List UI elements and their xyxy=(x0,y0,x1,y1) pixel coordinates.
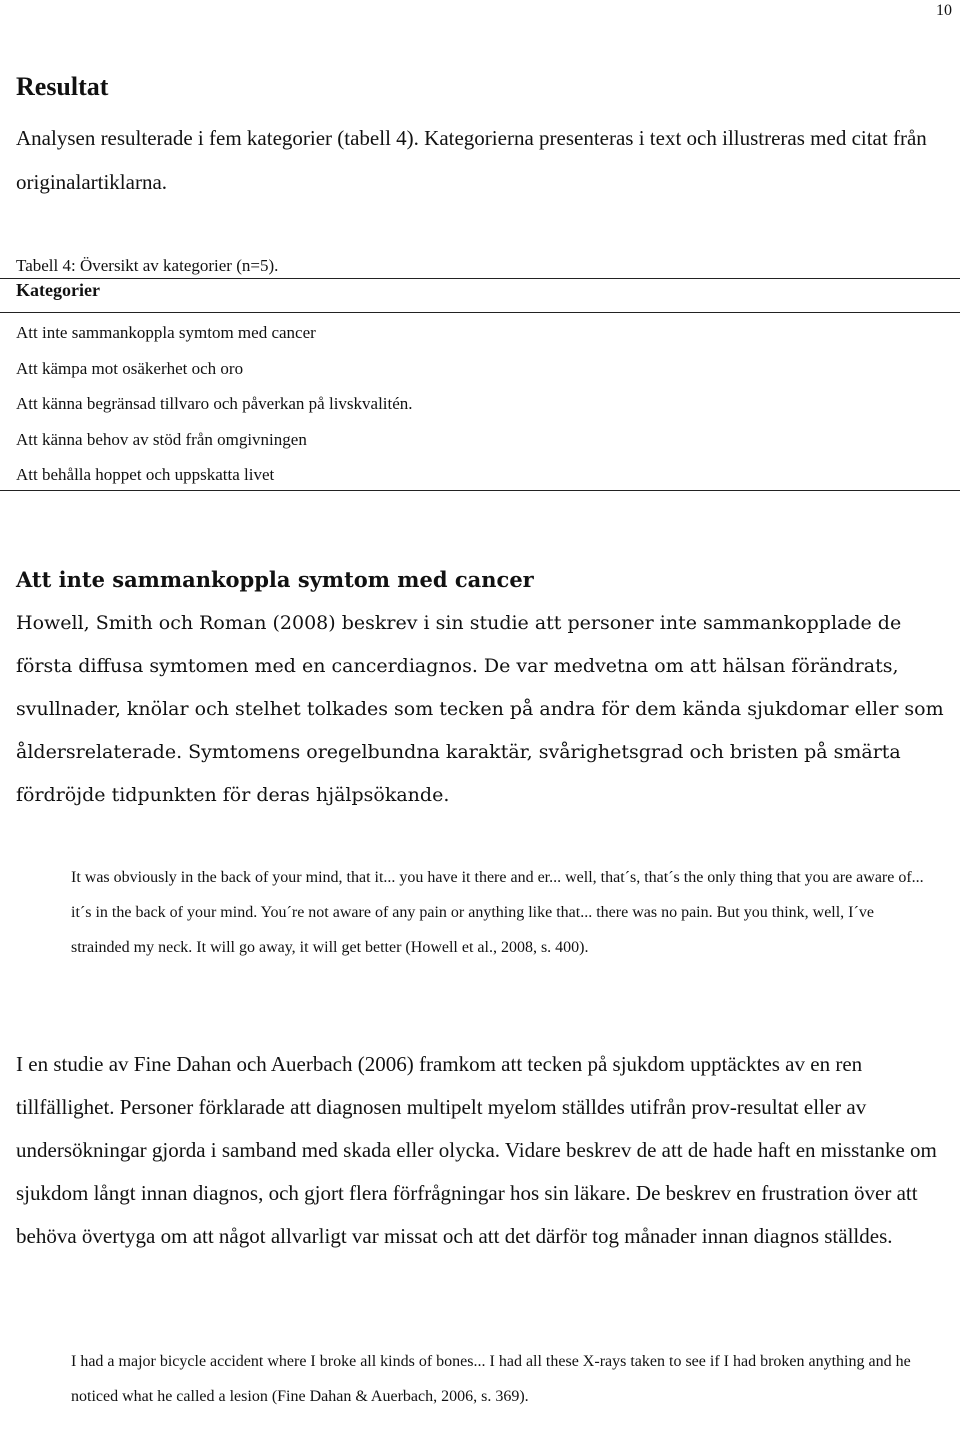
table-header-rule xyxy=(0,312,960,313)
table-caption: Tabell 4: Översikt av kategorier (n=5). xyxy=(16,256,279,275)
table-bottom-rule xyxy=(0,490,960,491)
table-row: Att inte sammankoppla symtom med cancer xyxy=(16,323,316,342)
intro-paragraph: Analysen resulterade i fem kategorier (tabell 4). Kategorierna presenteras i text och illustreras med citat från originalartiklarna. xyxy=(16,126,927,194)
table-row: Att kämpa mot osäkerhet och oro xyxy=(16,358,244,378)
category-table-body xyxy=(16,315,413,493)
table-row: Att känna behov av stöd från omgivningen xyxy=(16,429,307,449)
block-quote: I had a major bicycle accident where I broke all kinds of bones... I had all these X-rays taken to see if I had broken anything and he noticed what he called a lesion (Fine Dahan & Auerbach, 2006, s. 369). xyxy=(71,1353,911,1405)
table-row: Att känna begränsad tillvaro och påverkan på livskvalitén. xyxy=(16,394,413,413)
section-heading: Resultat xyxy=(16,72,109,101)
subsection-title: Att inte sammankoppla symtom med cancer xyxy=(16,567,534,592)
page-number: 10 xyxy=(936,2,952,19)
table-header: Kategorier xyxy=(16,280,100,300)
body-paragraph: Howell, Smith och Roman (2008) beskrev i sin studie att personer inte sammankopplade de första diffusa symtomen med en cancerdiagnos. De var medvetna om att hälsan förändrats, svullnader, knölar och stelhet tolkades som tecken på andra för dem kända sjukdomar eller som åldersrelaterade. Symtomens oregelbundna karaktär, svårighetsgrad och bristen på smärta fördröjde tidpunkten för deras hjälpsökande. xyxy=(16,612,944,806)
table-top-rule xyxy=(0,278,960,279)
body-paragraph: I en studie av Fine Dahan och Auerbach (2006) framkom att tecken på sjukdom upptäcktes av en ren tillfällighet. Personer förklarade att diagnosen multipelt myelom ställdes utifrån prov-resultat eller av undersökningar gjorda i samband med skada eller olycka. Vidare beskrev de att de hade haft en misstanke om sjukdom långt innan diagnos, och gjort flera förfrågningar hos sin läkare. De beskrev en frustration över att behöva övertyga om att något allvarligt var missat och att det därför tog månader innan diagnos ställdes. xyxy=(16,1052,937,1248)
block-quote: It was obviously in the back of your mind, that it... you have it there and er... well, that´s, that´s the only thing that you are aware of... it´s in the back of your mind. You´re not aware of any pain or anything like that... there was no pain. But you think, well, I´ve strainded my neck. It will go away, it will get better (Howell et al., 2008, s. 400). xyxy=(71,869,924,956)
table-row: Att behålla hoppet och uppskatta livet xyxy=(16,465,275,484)
